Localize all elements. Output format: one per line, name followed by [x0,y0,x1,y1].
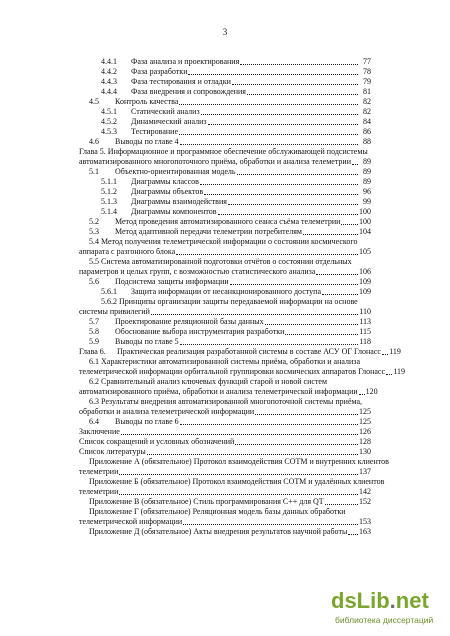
toc-leader [359,384,365,395]
toc-entry-number: 5.1.1 [101,177,117,186]
toc-entry-title: 6.3 Результаты внедрения автоматизированной многопоточной системы приёма, [89,397,363,406]
toc-entry-title-continued: системы привилегий [79,307,150,316]
toc-entry-number: 5.7 [89,317,99,326]
toc-entry-title: Контроль качества [115,97,179,106]
toc-entry-title: Приложение Б (обязательное) Протокол взаимодействия СОТМ и удалённых клиентов [89,477,385,486]
toc-entry-title: Практическая реализация разработанной системы в составе АСУ ОГ Глонасс [117,347,381,356]
toc-leader [176,244,358,255]
toc-entry-title: Фаза разработки [131,67,188,76]
toc-entry-number: 4.5 [89,97,99,106]
toc-entry-number: 6.4 [89,417,99,426]
toc-entry-title: 6.1 Характеристики автоматизированной системы приёма, обработки и анализа [89,357,360,366]
toc-entry [79,207,371,217]
toc-leader [303,224,358,235]
toc-page-number: 89 [363,177,371,186]
toc-page-number: 86 [363,127,371,136]
toc-page-number: 126 [359,427,371,436]
toc-entry-title: 5.6.2 Принципы организации защиты передаваемой информации на основе [101,297,358,306]
toc-entry-number: 5.1.2 [101,187,117,196]
toc-entry-title: Приложение Д (обязательное) Акты внедрения результатов научной работы [89,527,348,536]
toc-page-number: 88 [363,137,371,146]
toc-entry-title: Обоснование выбора инструментария разработки [115,327,285,336]
toc-leader [348,524,358,535]
toc-page-number: 118 [359,337,371,346]
toc-page-number: 152 [359,497,371,506]
toc-entry [79,457,389,477]
toc-entry-title: Фаза внедрения и сопровождения [131,87,246,96]
toc-page-number: 84 [363,117,371,126]
toc-entry-number: 5.2 [89,217,99,226]
toc-leader [386,364,392,375]
watermark-logo: dsLib.net [331,588,429,613]
toc-entry-number: 5.8 [89,327,99,336]
toc-leader [183,514,358,525]
toc-entry-title-continued: аппарата с разгонного блока [79,247,176,256]
toc-page-number: 96 [363,187,371,196]
toc-page-number: 82 [363,97,371,106]
toc-entry [79,347,401,357]
toc-leader [382,344,388,355]
toc-page-number: 81 [363,87,371,96]
toc-page-number: 110 [359,307,371,316]
toc-page-number: 105 [359,247,371,256]
toc-entry-number: 5.1.4 [101,207,117,216]
toc-entry-number: 5.1.3 [101,197,117,206]
toc-entry-number: 5.1 [89,167,99,176]
toc-page-number: 100 [359,207,371,216]
toc-page-number: 137 [359,467,371,476]
toc-entry [79,337,371,347]
toc-page-number: 163 [359,527,371,536]
toc-entry-number: Глава 6. [79,347,106,356]
toc-page-number: 79 [363,77,371,86]
toc-entry-title: Динамический анализ [131,117,207,126]
toc-entry-title: Статический анализ [131,107,200,116]
toc-entry-title: Диаграммы компонентов [131,207,217,216]
toc-page-number: 100 [359,217,371,226]
toc-page-number: 125 [359,407,371,416]
toc-entry-title: Выводы по главе 4 [115,137,179,146]
toc-page-number: 142 [359,487,371,496]
toc-leader [119,464,358,475]
toc-page-number: 77 [363,57,371,66]
toc-entry [79,497,371,507]
toc-entry [79,237,371,257]
toc-entry-number: 4.4.1 [101,57,117,66]
toc-entry-title: Объектно-ориентированная модель [115,167,236,176]
toc-entry [79,447,371,457]
toc-entry-title: Выводы по главе 5 [115,337,179,346]
toc-page-number: 82 [363,107,371,116]
toc-entry-title: Диаграммы классов [131,177,199,186]
toc-entry [79,357,406,377]
toc-page-number: 104 [359,227,371,236]
toc-entry-title: Глава 5. Информационное и программное обеспечение обслуживающей подсистемы [79,147,368,156]
toc-entry-title-continued: телеметрической информации орбитальной группировки космических аппаратов Глонасс [79,367,386,376]
toc-entry [79,137,371,147]
toc-entry-number: 4.4.2 [101,67,117,76]
toc-entry-number: 4.6 [89,137,99,146]
toc-page-number: 120 [365,387,378,396]
toc-leader [322,284,358,295]
toc-page-number: 153 [359,517,371,526]
toc-entry-number: 4.4.3 [101,77,117,86]
toc-entry-title: Фаза тестирования и отладки [131,77,231,86]
toc-leader [218,204,358,215]
toc-page-number: 128 [359,437,371,446]
toc-entry-title: 6.2 Сравнительный анализ ключевых функций старой и новой систем [89,377,328,386]
toc-entry-title: Тестирование [131,127,178,136]
toc-leader [180,334,358,345]
toc-page-number: 125 [359,417,371,426]
toc-entry [79,287,371,297]
toc-entry-title: Список сокращений и условных обозначений [79,437,235,446]
toc-entry-title: 5.5 Система автоматизированной подготовки отчётов о состоянии отдельных [89,257,352,266]
toc-entry-number: 5.6.1 [101,287,117,296]
toc-entry-title-continued: автоматизированного многопоточного приёма, обработки и анализа телеметрии [79,157,351,166]
toc-page-number: 109 [359,277,371,286]
watermark-subtitle: библиотека диссертаций [335,615,434,625]
toc-entry-title: Подсистема защиты информации [115,277,229,286]
toc-page-number: 78 [363,67,371,76]
toc-entry-number: 4.5.2 [101,117,117,126]
toc-page-number: 109 [359,287,371,296]
toc-entry [79,507,371,527]
toc-page-number: 113 [359,317,371,326]
toc-leader [180,134,358,145]
toc-page-number: 99 [363,197,371,206]
toc-entry [79,527,371,537]
toc-page-number: 106 [359,267,371,276]
toc-entry-title-continued: телеметрической информации [79,517,183,526]
toc-entry-title: Приложение А (обязательное) Протокол взаимодействия СОТМ и внутренних клиентов [89,457,389,466]
toc-entry-title: Заключение [79,427,120,436]
toc-entry-title: 5.4 Метод получения телеметрической информации о состоянии космического [89,237,358,246]
toc-entry [79,227,371,237]
toc-leader [119,484,358,495]
toc-entry-number: 4.5.3 [101,127,117,136]
toc-leader [325,494,358,505]
toc-page-number: 115 [359,327,371,336]
toc-entry-title: Список литературы [79,447,146,456]
toc-entry-title: Метод адаптивной передачи телеметрии потребителям [115,227,302,236]
toc-page-number: 89 [363,157,371,166]
toc-entry-title-continued: параметров и целых групп, с возможностью статистического анализа [79,267,316,276]
toc-entry-title-continued: обработки и анализа телеметрической информации [79,407,255,416]
toc-entry-number: 5.9 [89,337,99,346]
toc-leader [147,444,358,455]
toc-entry-number: 5.3 [89,227,99,236]
toc-entry-title: Выводы по главе 6 [115,417,179,426]
toc-entry-title-continued: телеметрии [79,487,119,496]
site-watermark [331,588,443,630]
toc-entry-title: Фаза анализа и проектирования [131,57,240,66]
toc-entry [79,377,378,397]
toc-entry-number: 4.4.4 [101,87,117,96]
toc-page-number: 89 [363,167,371,176]
toc-entry-title: Диаграммы взаимодействия [131,197,227,206]
table-of-contents [79,57,406,537]
toc-entry-number: 4.5.1 [101,107,117,116]
toc-entry-title: Метод проведения автоматизированного сеанса съёма телеметрии [115,217,341,226]
toc-page-number: 119 [393,367,406,376]
toc-entry-title: Приложение Г (обязательное) Реляционная модель базы данных обработки [89,507,346,516]
toc-entry-title-continued: автоматизированного приёма, обработки и анализа телеметрической информации [79,387,358,396]
toc-entry-number: 5.6 [89,277,99,286]
toc-entry-title: Защита информации от несанкционированного доступа [131,287,321,296]
page-number: 3 [222,27,228,37]
toc-entry-title: Приложение В (обязательное) Стиль программирования С++ для QT [89,497,324,506]
toc-entry-title-continued: телеметрии [79,467,119,476]
toc-page-number: 119 [389,347,401,356]
toc-page-number: 130 [359,447,371,456]
toc-entry-title: Проектирование реляционной базы данных [115,317,264,326]
toc-entry-title: Диаграммы объектов [131,187,204,196]
